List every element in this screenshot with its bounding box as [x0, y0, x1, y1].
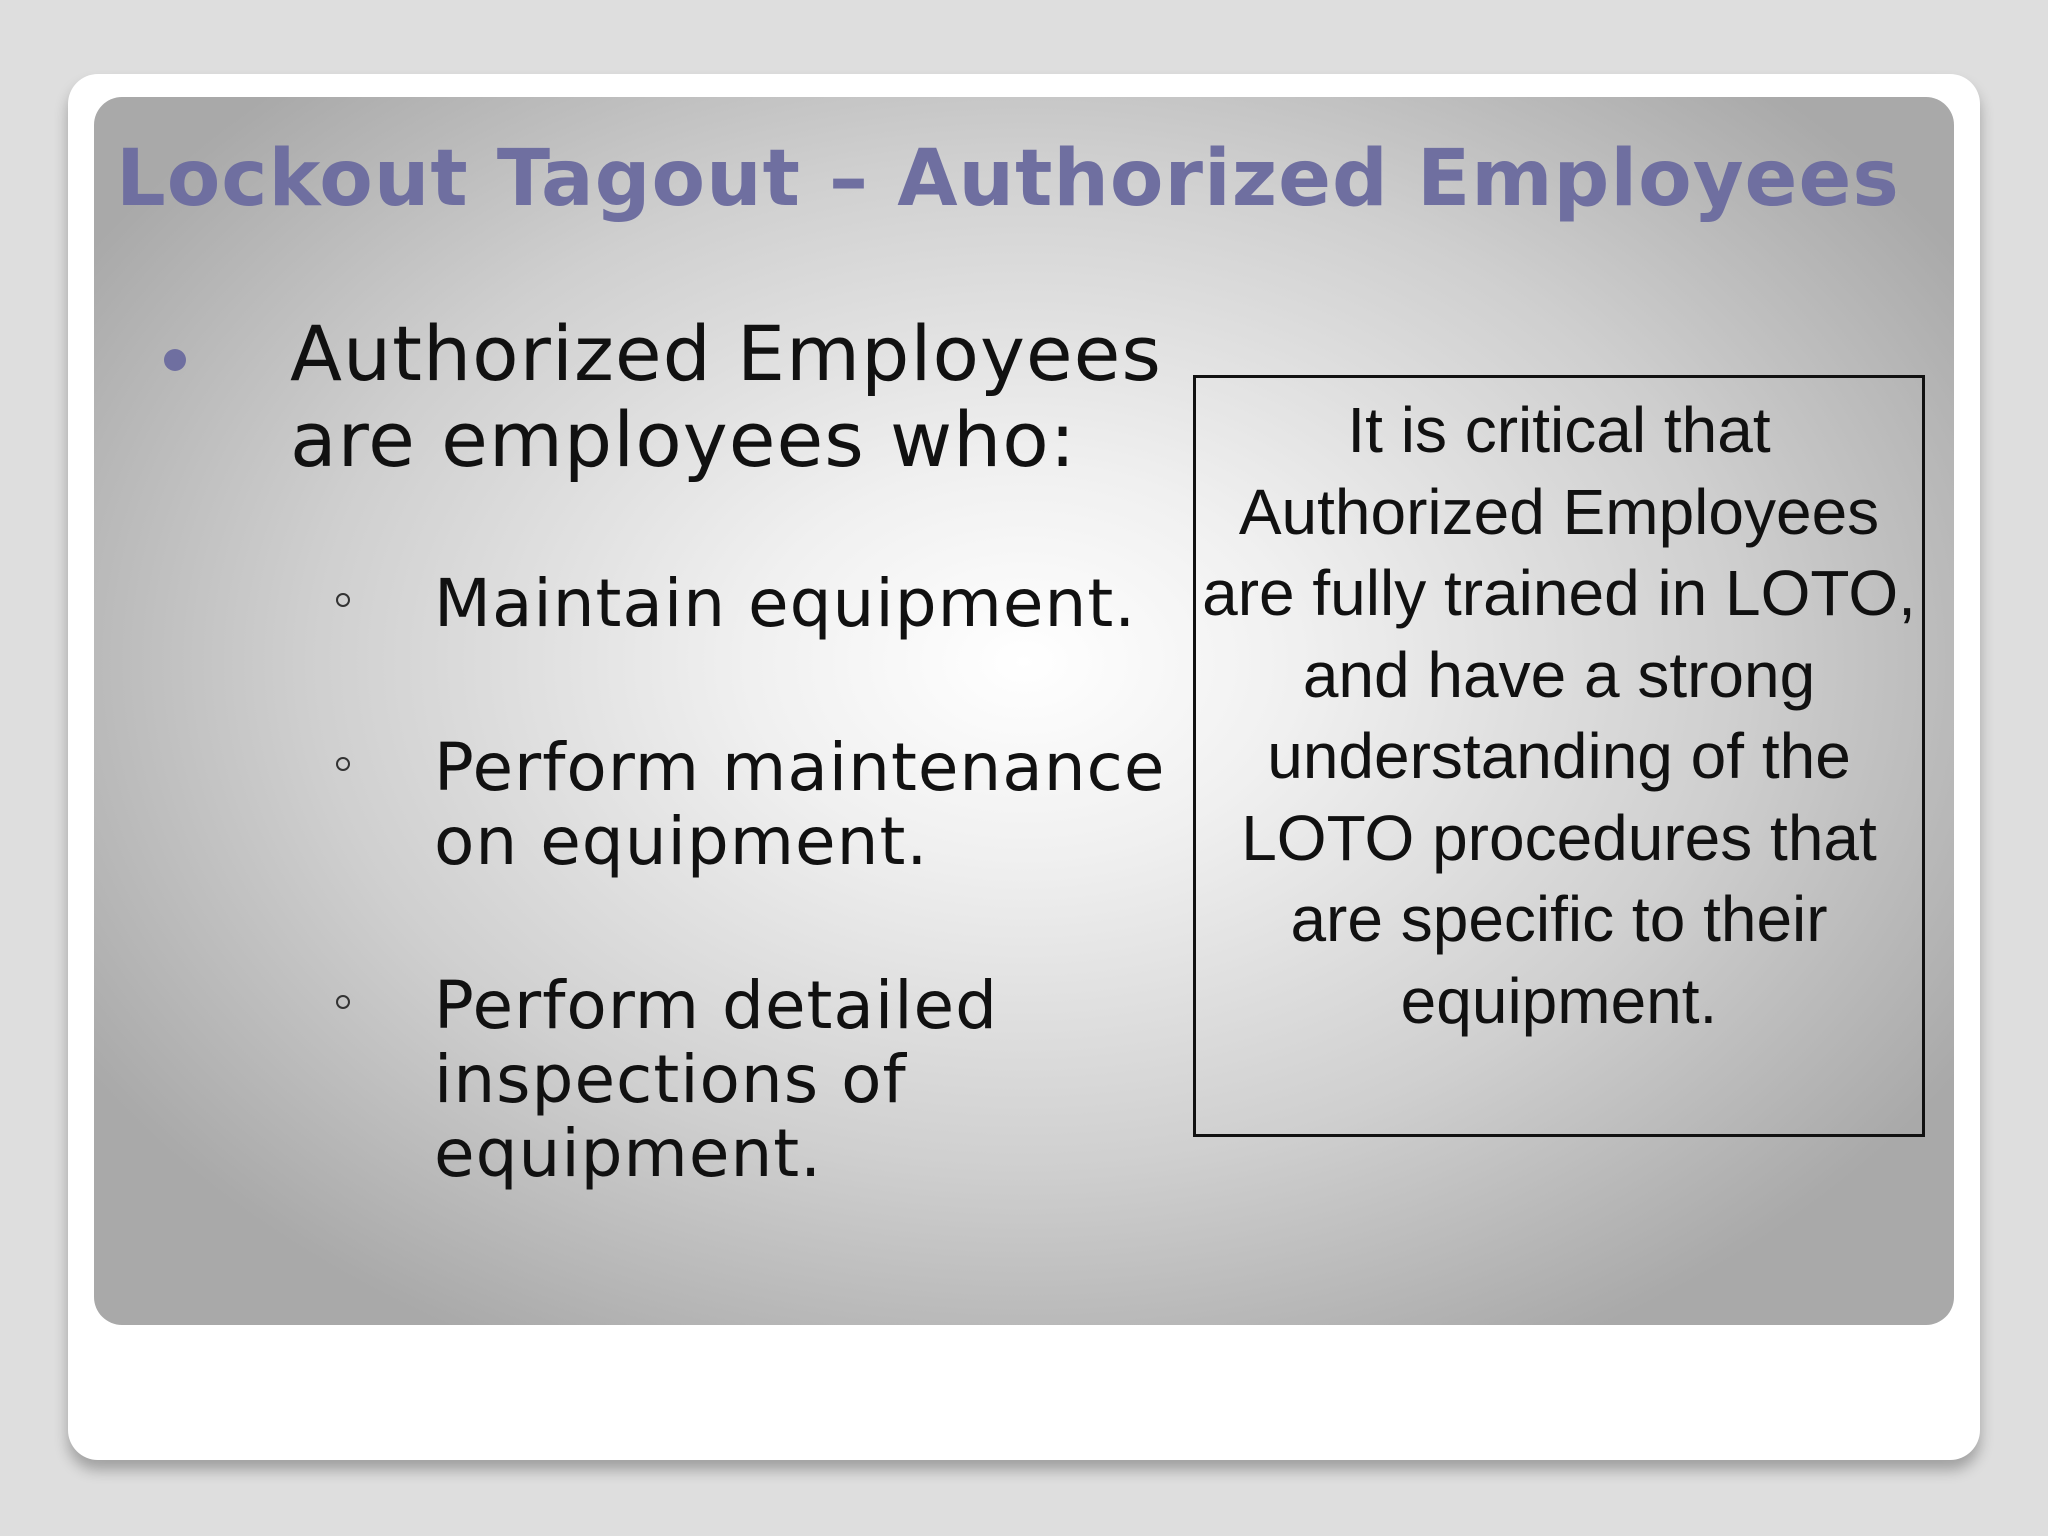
slide-panel [94, 97, 1954, 1325]
sub-bullet-text: Perform detailed inspections of equipment. [434, 967, 999, 1192]
circle-bullet-icon [336, 593, 350, 607]
callout-box [1193, 375, 1925, 1137]
sub-bullet-text: Maintain equipment. [434, 565, 1137, 642]
bullet-dot-icon [164, 349, 186, 371]
circle-bullet-icon [336, 995, 350, 1009]
sub-bullet-text: Perform maintenance on equipment. [434, 729, 1166, 880]
circle-bullet-icon [336, 757, 350, 771]
slide-title: Lockout Tagout – Authorized Employees [116, 134, 1900, 224]
callout-text: It is critical that Authorized Employees are fully trained in LOTO, and have a strong understanding of the LOTO procedures that are specific to their equipment. [1202, 394, 1916, 1037]
main-bullet-text: Authorized Employees are employees who: [290, 309, 1163, 484]
